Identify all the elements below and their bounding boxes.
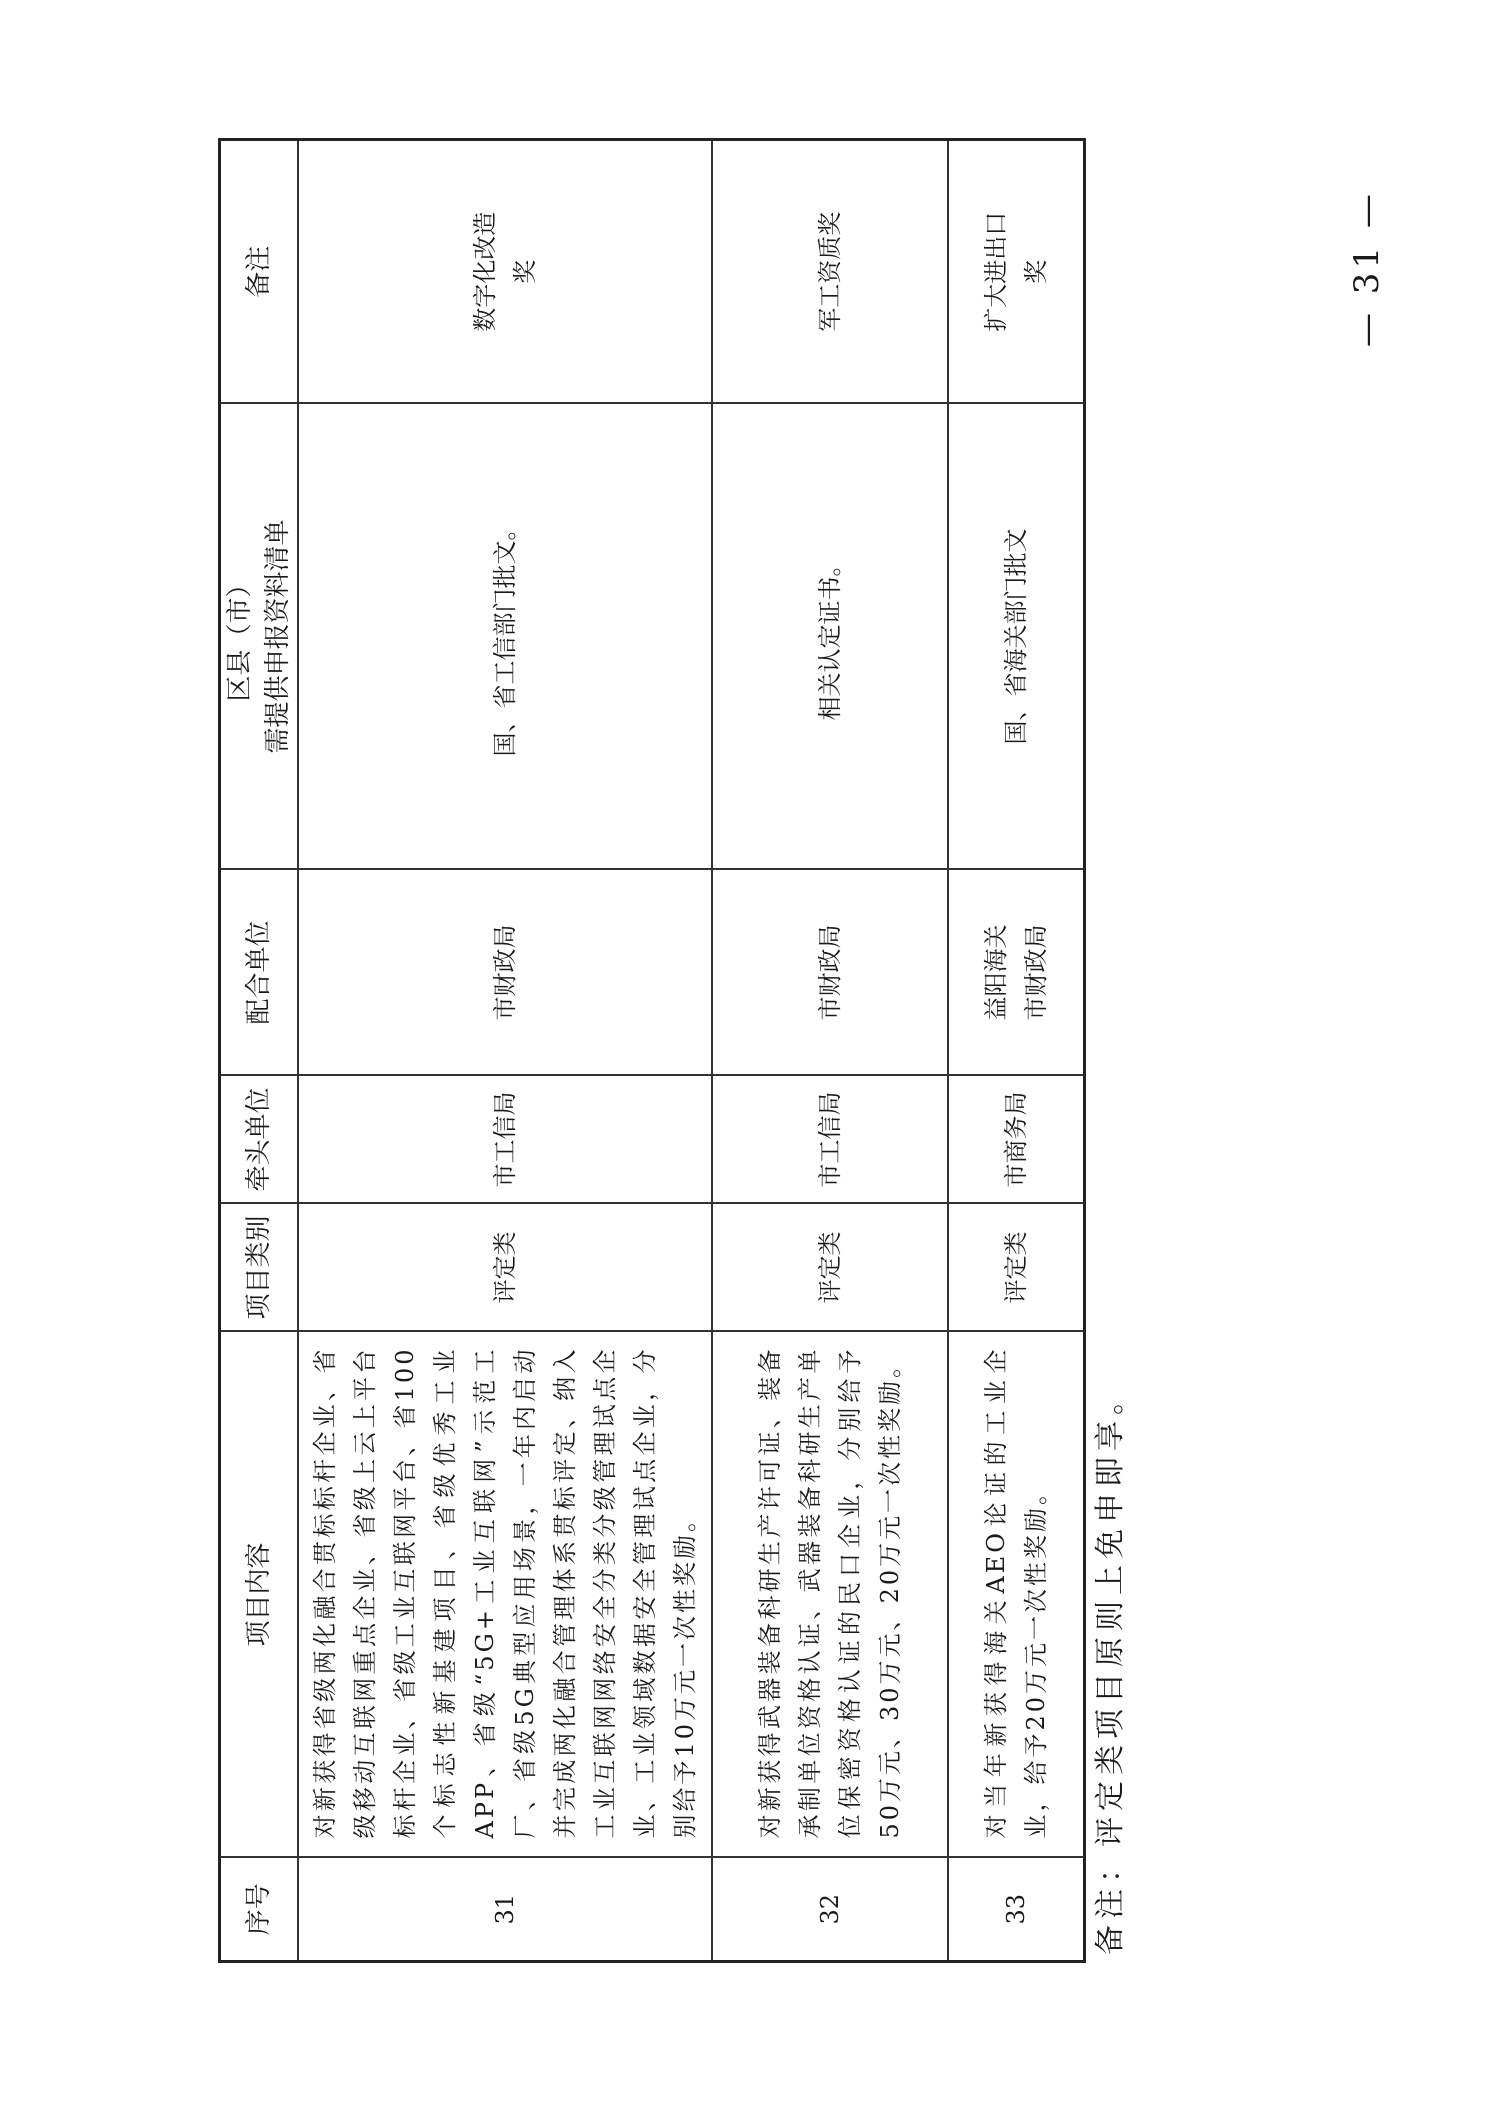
cell-materials: 国、省工信部门批文。 bbox=[298, 404, 712, 870]
cell-materials: 相关认定证书。 bbox=[712, 404, 948, 870]
header-lead-unit: 牵头单位 bbox=[220, 1076, 299, 1204]
cell-remark: 数字化改造奖 bbox=[298, 140, 712, 404]
cell-category: 评定类 bbox=[298, 1204, 712, 1332]
cell-partner-unit: 益阳海关 市财政局 bbox=[948, 870, 1084, 1076]
cell-content: 对当年新获得海关AEO论证的工业企业，给予20万元一次性奖励。 bbox=[948, 1332, 1084, 1858]
header-content: 项目内容 bbox=[220, 1332, 299, 1858]
header-seq: 序号 bbox=[220, 1858, 299, 1962]
table-row bbox=[712, 140, 948, 1962]
cell-partner-unit: 市财政局 bbox=[298, 870, 712, 1076]
cell-content: 对新获得武器装备科研生产许可证、装备承制单位资格认证、武器装备科研生产单位保密资格认证的民口企业，分别给予50万元、30万元、20万元一次性奖励。 bbox=[712, 1332, 948, 1858]
header-category: 项目类别 bbox=[220, 1204, 299, 1332]
header-partner-unit: 配合单位 bbox=[220, 870, 299, 1076]
footnote: 备注：评定类项目原则上免申即享。 bbox=[1093, 1379, 1128, 1955]
cell-seq: 32 bbox=[712, 1858, 948, 1962]
cell-seq: 31 bbox=[298, 1858, 712, 1962]
cell-category: 评定类 bbox=[948, 1204, 1084, 1332]
cell-lead-unit: 市工信局 bbox=[712, 1076, 948, 1204]
cell-lead-unit: 市商务局 bbox=[948, 1076, 1084, 1204]
cell-remark: 军工资质奖 bbox=[712, 140, 948, 404]
cell-category: 评定类 bbox=[712, 1204, 948, 1332]
cell-remark: 扩大进出口奖 bbox=[948, 140, 1084, 404]
table-row bbox=[298, 140, 712, 1962]
cell-seq: 33 bbox=[948, 1858, 1084, 1962]
table-header-row bbox=[220, 140, 299, 1962]
cell-materials: 国、省海关部门批文 bbox=[948, 404, 1084, 870]
cell-content: 对新获得省级两化融合贯标标杆企业、省级移动互联网重点企业、省级上云上平台标杆企业、省级工业互联网平台、省100个标志性新基建项目、省级优秀工业APP、省级“5G+工业互联网”示范工厂、省级5G典型应用场景，一年内启动并完成两化融合管理体系贯标评定、纳入工业互联网网络安全分类分级管理试点企业、工业领域数据安全管理试点企业，分别给予10万元一次性奖励。 bbox=[298, 1332, 712, 1858]
header-materials: 区县（市） 需提供申报资料清单 bbox=[220, 404, 299, 870]
project-table bbox=[218, 138, 1086, 1963]
page-number: — 31 — bbox=[1347, 190, 1387, 347]
cell-partner-unit: 市财政局 bbox=[712, 870, 948, 1076]
table-row bbox=[948, 140, 1084, 1962]
header-remark: 备注 bbox=[220, 140, 299, 404]
cell-lead-unit: 市工信局 bbox=[298, 1076, 712, 1204]
